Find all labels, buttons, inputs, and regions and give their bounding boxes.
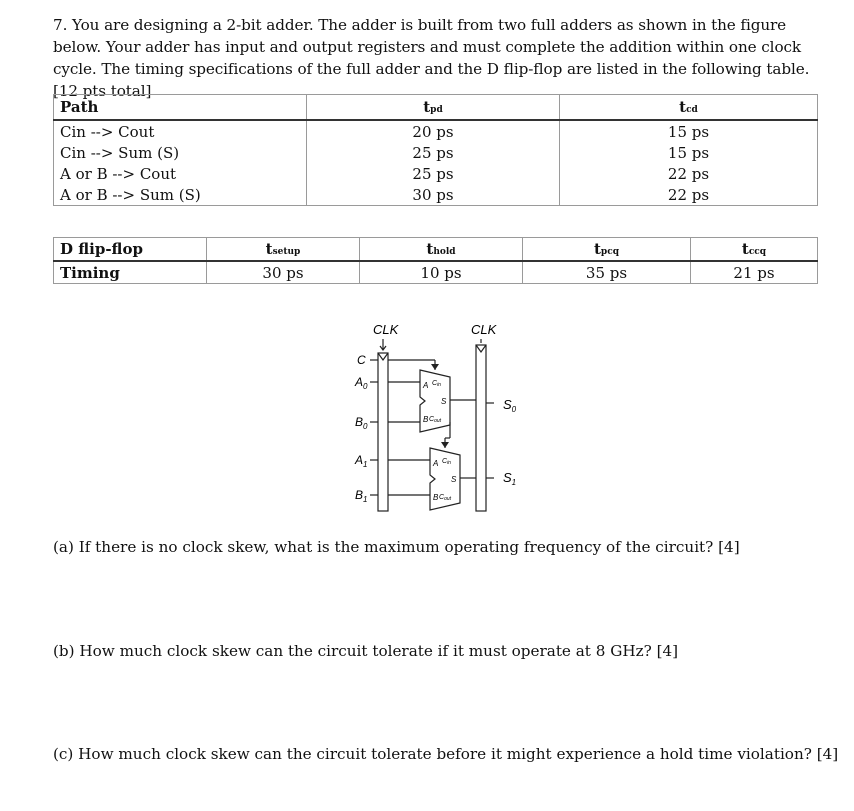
carry-in-label: C [357, 353, 366, 367]
tcd-cell: 22 ps [560, 163, 818, 184]
question-a: (a) If there is no clock skew, what is the maximum operating frequency of the circuit? [4] [53, 538, 740, 556]
table-row [54, 163, 818, 184]
table-row [54, 261, 818, 284]
tpd-cell: 25 ps [307, 142, 560, 163]
tpd-cell: 20 ps [307, 120, 560, 142]
s0-label: $S_0$ [503, 397, 517, 414]
output-register [476, 345, 486, 511]
a1-label: $A_1$ [355, 453, 368, 469]
header-thold: thold [360, 238, 523, 262]
header-tpcq: tpcq [523, 238, 691, 262]
tpcq-cell: 35 ps [523, 261, 691, 284]
table-row [54, 142, 818, 163]
fa0-cout-label: Cout [429, 416, 442, 424]
tsetup-cell: 30 ps [207, 261, 360, 284]
tcd-cell: 15 ps [560, 120, 818, 142]
table-row [54, 184, 818, 206]
question-b: (b) How much clock skew can the circuit tolerate if it must operate at 8 GHz? [4] [53, 642, 679, 660]
full-adder-timing-table [53, 94, 818, 206]
b1-label: $B_1$ [355, 488, 368, 504]
problem-statement: 7. You are designing a 2-bit adder. The adder is built from two full adders as shown in the figure below. Your adder has input and output registers and must complete the addition within one clock cycle. The timing specifications of the full adder and the D flip-flop are listed in the following table. [12 pts total] [53, 16, 810, 100]
adder-circuit-diagram [340, 315, 540, 520]
tcd-cell: 15 ps [560, 142, 818, 163]
path-cell: Cin --> Cout [54, 120, 307, 142]
a0-label: $A_0$ [355, 375, 368, 391]
table-row [54, 120, 818, 142]
timing-label: Timing [54, 261, 207, 284]
clk-label-right: CLK [471, 322, 497, 337]
b0-label: $B_0$ [355, 415, 368, 431]
header-dff: D flip-flop [54, 238, 207, 262]
tccq-cell: 21 ps [691, 261, 818, 284]
tcd-cell: 22 ps [560, 184, 818, 206]
table-header-row [54, 95, 818, 121]
header-tccq: tccq [691, 238, 818, 262]
question-c: (c) How much clock skew can the circuit tolerate before it might experience a hold time violation? [4] [53, 745, 839, 763]
input-register [378, 353, 388, 511]
fa1-s-label: S [451, 475, 457, 484]
fa1-a-label: A [433, 459, 439, 468]
flip-flop-timing-table [53, 237, 818, 284]
s1-label: $S_1$ [503, 470, 517, 487]
path-cell: A or B --> Sum (S) [54, 184, 307, 206]
tpd-cell: 30 ps [307, 184, 560, 206]
fa1-cin-label: Cin [442, 458, 451, 466]
fa0-a-label: A [423, 381, 429, 390]
fa0-cin-label: Cin [432, 380, 441, 388]
path-cell: Cin --> Sum (S) [54, 142, 307, 163]
clk-label-left: CLK [373, 322, 399, 337]
header-path: Path [54, 95, 307, 121]
header-tcd: tcd [560, 95, 818, 121]
fa0-s-label: S [441, 397, 447, 406]
fa0-b-label: B [423, 415, 429, 424]
header-tsetup: tsetup [207, 238, 360, 262]
tpd-cell: 25 ps [307, 163, 560, 184]
fa1-b-label: B [433, 493, 439, 502]
fa1-cout-label: Cout [439, 494, 452, 502]
header-tpd: tpd [307, 95, 560, 121]
path-cell: A or B --> Cout [54, 163, 307, 184]
thold-cell: 10 ps [360, 261, 523, 284]
table-header-row [54, 238, 818, 262]
